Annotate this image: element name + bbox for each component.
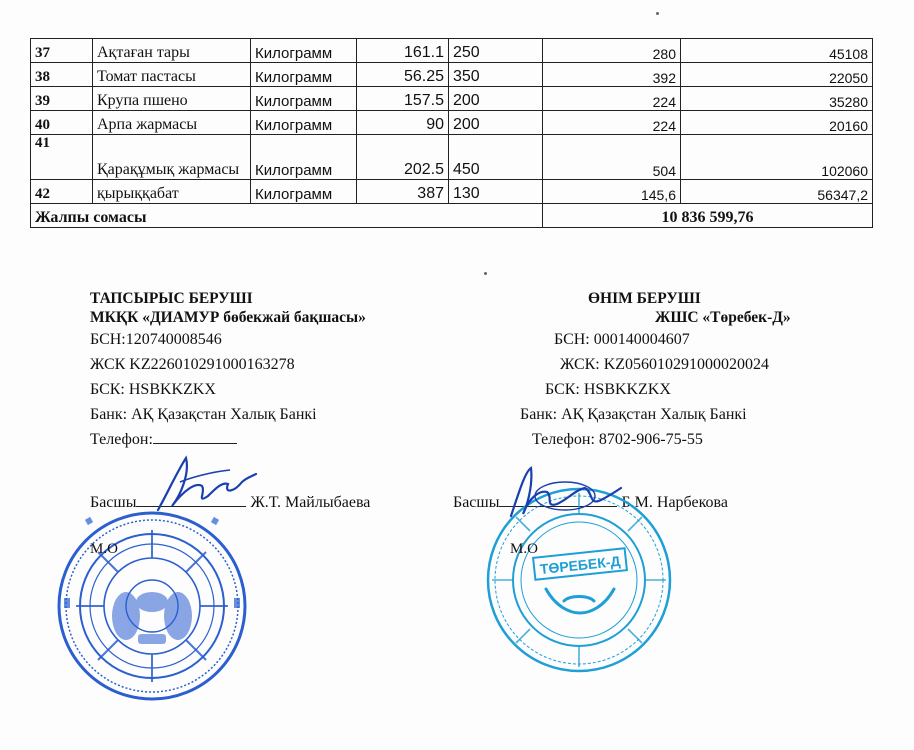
scan-speck <box>484 272 487 275</box>
item-price: 450 <box>449 135 543 180</box>
item-sum: 20160 <box>681 111 873 135</box>
row-number: 41 <box>31 135 93 180</box>
item-unit: Килограмм <box>251 135 357 180</box>
row-number: 38 <box>31 63 93 87</box>
supplier-block <box>520 289 791 452</box>
item-price: 350 <box>449 63 543 87</box>
item-price: 250 <box>449 39 543 63</box>
item-name: Ақтаған тары <box>93 39 251 63</box>
item-sum: 22050 <box>681 63 873 87</box>
table-row <box>31 87 873 111</box>
item-price: 200 <box>449 111 543 135</box>
supplier-signer-name: Б.М. Нарбекова <box>621 494 728 511</box>
item-sum: 56347,2 <box>681 180 873 204</box>
item-unit: Килограмм <box>251 111 357 135</box>
supplier-signature <box>505 462 625 532</box>
item-sum: 35280 <box>681 87 873 111</box>
customer-block <box>90 289 366 452</box>
customer-jsk: ЖСК KZ226010291000163278 <box>90 356 295 373</box>
item-unit: Килограмм <box>251 180 357 204</box>
item-price-vat: 224 <box>543 111 681 135</box>
supplier-bsn: БСН: 000140004607 <box>554 331 690 348</box>
total-label: Жалпы сомасы <box>31 204 543 228</box>
row-number: 39 <box>31 87 93 111</box>
item-name: Арпа жармасы <box>93 111 251 135</box>
row-number: 40 <box>31 111 93 135</box>
supplier-stamp-text: ТӨРЕБЕК-Д <box>539 552 622 578</box>
customer-org: МКҚК «ДИАМУР бөбекжай бақшасы» <box>90 309 366 326</box>
table-row <box>31 111 873 135</box>
customer-bsn: БСН:120740008546 <box>90 331 222 348</box>
table-row <box>31 180 873 204</box>
item-sum: 45108 <box>681 39 873 63</box>
item-name: Томат пастасы <box>93 63 251 87</box>
total-value: 10 836 599,76 <box>543 204 873 228</box>
customer-sign-label: Басшы <box>90 494 137 511</box>
item-price-vat: 224 <box>543 87 681 111</box>
table-row <box>31 39 873 63</box>
supplier-bank: Банк: АҚ Қазақстан Халық Банкі <box>520 406 747 423</box>
item-unit: Килограмм <box>251 87 357 111</box>
supplier-jsk: ЖСК: KZ056010291000020024 <box>560 356 770 373</box>
item-qty: 161.1 <box>357 39 449 63</box>
supplier-org: ЖШС «Төребек-Д» <box>655 309 791 326</box>
item-unit: Килограмм <box>251 39 357 63</box>
item-sum: 102060 <box>681 135 873 180</box>
customer-phone-label: Телефон: <box>90 431 153 448</box>
supplier-phone: Телефон: 8702-906-75-55 <box>532 431 703 448</box>
scan-speck <box>656 12 659 15</box>
phone-blank-line <box>153 429 237 444</box>
customer-bsk: БСК: HSBKKZKX <box>90 381 216 398</box>
item-price: 200 <box>449 87 543 111</box>
supplier-heading: ӨНІМ БЕРУШІ <box>588 290 701 307</box>
customer-stamp <box>56 510 248 702</box>
customer-signature <box>150 452 260 522</box>
item-name: қырыққабат <box>93 180 251 204</box>
item-qty: 56.25 <box>357 63 449 87</box>
item-qty: 157.5 <box>357 87 449 111</box>
item-qty: 90 <box>357 111 449 135</box>
supplier-bsk: БСК: HSBKKZKX <box>545 381 671 398</box>
total-row <box>31 204 873 228</box>
item-price-vat: 392 <box>543 63 681 87</box>
row-number: 37 <box>31 39 93 63</box>
item-price-vat: 504 <box>543 135 681 180</box>
customer-mo-label: М.О <box>90 541 118 557</box>
customer-bank: Банк: АҚ Қазақстан Халық Банкі <box>90 406 317 423</box>
items-table <box>30 38 873 228</box>
table-row <box>31 63 873 87</box>
item-price-vat: 280 <box>543 39 681 63</box>
supplier-sign-label: Басшы <box>453 494 500 511</box>
customer-phone <box>90 427 366 452</box>
item-price: 130 <box>449 180 543 204</box>
item-qty: 387 <box>357 180 449 204</box>
item-qty: 202.5 <box>357 135 449 180</box>
customer-signer-name: Ж.Т. Майлыбаева <box>250 494 371 511</box>
item-unit: Килограмм <box>251 63 357 87</box>
customer-heading: ТАПСЫРЫС БЕРУШІ <box>90 290 253 307</box>
supplier-mo-label: М.О <box>510 541 538 557</box>
item-price-vat: 145,6 <box>543 180 681 204</box>
row-number: 42 <box>31 180 93 204</box>
item-name: Қарақұмық жармасы <box>93 135 251 180</box>
table-row <box>31 135 873 180</box>
item-name: Крупа пшено <box>93 87 251 111</box>
